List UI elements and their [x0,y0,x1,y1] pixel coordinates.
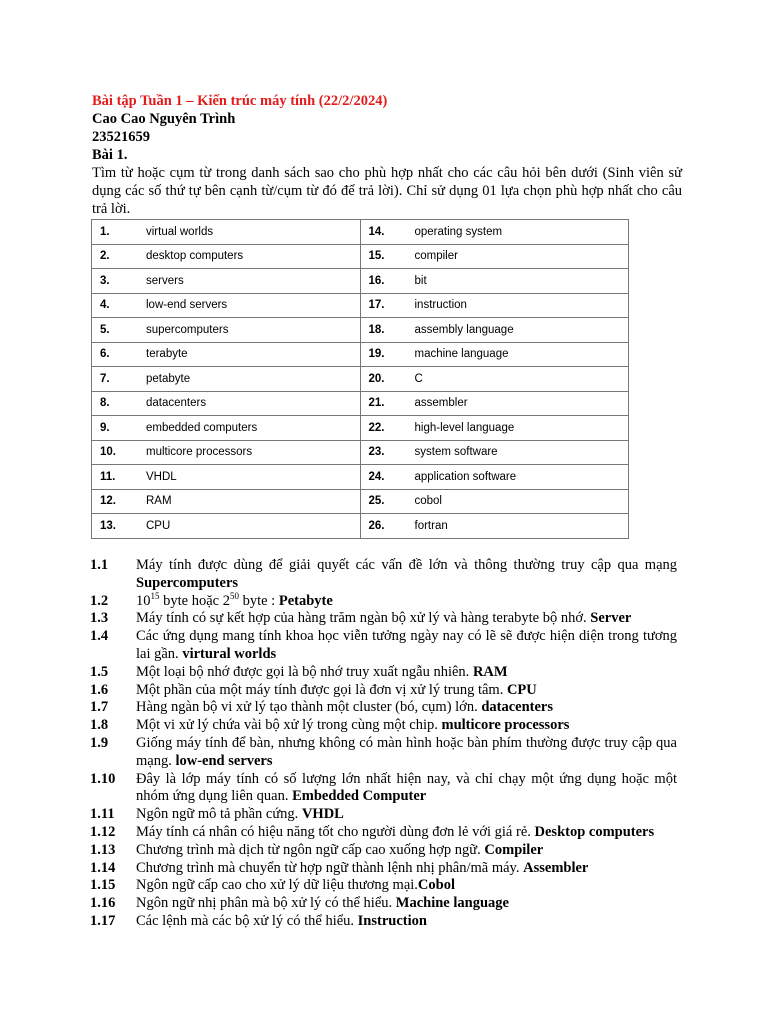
term-cell [360,269,629,294]
document-title: Bài tập Tuần 1 – Kiến trúc máy tính (22/2/2024) [92,93,388,109]
question-number: 1.13 [90,841,116,858]
term-label: VHDL [146,470,177,483]
term-cell [360,489,629,514]
question-text: Một vi xử lý chứa vài bộ xử lý trong cùng một chip. multicore processors [136,717,570,734]
term-label: compiler [414,250,458,263]
answer-text: Embedded Computer [292,788,427,805]
terms-table-row [92,244,629,269]
document-header [92,92,682,218]
term-cell [360,465,629,490]
question-text: Giống máy tính để bàn, nhưng không có màn hình hoặc bàn phím thường được truy cập qua mạng. low-end servers [136,734,677,769]
term-number: 21. [368,397,385,410]
term-number: 12. [100,495,116,508]
terms-table-row [92,489,629,514]
term-cell [92,244,361,269]
term-number: 24. [368,470,385,483]
term-number: 17. [368,299,385,312]
question-number: 1.2 [90,592,109,609]
term-number: 14. [368,225,385,238]
answer-text: VHDL [301,806,344,823]
answer-text: Server [590,610,632,627]
term-cell [360,367,629,392]
answer-text: Cobol [417,877,455,894]
question-number: 1.4 [90,628,109,645]
terms-table-row [92,318,629,343]
term-cell [92,367,361,392]
term-number: 4. [100,299,110,312]
term-label: instruction [414,299,467,312]
question-item [90,860,677,878]
terms-table-row [92,220,629,245]
term-cell [92,391,361,416]
term-cell [92,514,361,539]
question-number: 1.6 [90,681,109,698]
term-cell [92,440,361,465]
question-number: 1.8 [90,717,109,734]
term-number: 11. [100,470,116,483]
question-number: 1.9 [90,734,109,751]
question-text: Các ứng dụng mang tính khoa học viễn tưởng ngày nay có lẽ sẽ được hiện diện trong tương lai gần. virtural worlds [136,628,677,662]
term-cell [360,318,629,343]
answer-text: virtural worlds [182,645,277,662]
terms-table-row [92,465,629,490]
term-number: 22. [368,421,385,434]
answer-text: multicore processors [441,717,570,734]
term-label: cobol [414,495,442,508]
term-number: 9. [100,421,110,434]
term-label: assembly language [414,323,514,336]
term-number: 26. [368,519,385,532]
term-label: application software [414,470,517,483]
term-cell [92,465,361,490]
term-cell [92,489,361,514]
term-number: 5. [100,323,110,336]
answer-text: Desktop computers [534,823,655,840]
answer-text: CPU [506,681,537,698]
terms-table-row [92,293,629,318]
answer-text: low-end servers [175,752,273,769]
terms-table-row [92,440,629,465]
term-cell [360,416,629,441]
term-number: 6. [100,348,110,361]
question-text: Chương trình mà chuyển từ hợp ngữ thành lệnh nhị phân/mã máy. Assembler [136,859,589,876]
question-text: Ngôn ngữ nhị phân mà bộ xử lý có thể hiểu. Machine language [136,895,509,912]
term-label: operating system [414,225,503,238]
term-label: machine language [414,348,509,361]
term-label: petabyte [146,372,191,385]
question-number: 1.5 [90,663,109,680]
term-label: servers [146,274,184,287]
term-cell [360,244,629,269]
question-number: 1.3 [90,610,109,627]
term-cell [360,293,629,318]
term-label: virtual worlds [146,225,214,238]
term-cell [92,293,361,318]
answer-text: Supercomputers [136,574,239,591]
answer-text: Petabyte [278,592,333,609]
terms-table-row [92,416,629,441]
terms-table-row [92,367,629,392]
term-label: supercomputers [146,323,229,336]
question-number: 1.10 [90,770,116,787]
question-item [90,590,677,611]
question-text: Máy tính được dùng để giải quyết các vấn đề lớn và thông thường truy cập qua mạng Supercomputers [136,557,677,591]
answer-text: Compiler [484,841,544,858]
term-label: desktop computers [146,250,244,263]
answer-text: Machine language [395,895,509,912]
question-text: Một loại bộ nhớ được gọi là bộ nhớ truy xuất ngẫu nhiên. RAM [136,663,508,680]
term-number: 10. [100,446,116,459]
question-text: Chương trình mà dịch từ ngôn ngữ cấp cao xuống hợp ngữ. Compiler [136,841,544,858]
term-cell [360,514,629,539]
answer-text: RAM [472,663,508,680]
term-label: bit [414,274,427,287]
question-item [90,895,677,913]
question-number: 1.7 [90,699,109,716]
question-item [90,913,677,931]
question-text: Hàng ngàn bộ vi xử lý tạo thành một cluster (bó, cụm) lớn. datacenters [136,699,554,716]
term-label: RAM [146,495,172,508]
student-name: Cao Cao Nguyên Trình [92,111,236,127]
terms-table-row [92,269,629,294]
question-text: Máy tính cá nhân có hiệu năng tốt cho người dùng đơn lẻ với giá rẻ. Desktop computers [136,823,655,840]
question-text: Đây là lớp máy tính có số lượng lớn nhất hiện nay, và chỉ chạy một ứng dụng hoặc một nhóm ứng dụng liên quan. Embedded Computer [136,770,677,805]
question-text: Ngôn ngữ cấp cao cho xử lý dữ liệu thương mại.Cobol [136,877,455,894]
question-number: 1.11 [90,806,115,823]
exercise-label: Bài 1. [92,147,128,163]
terms-table [91,219,629,539]
term-number: 18. [368,323,385,336]
term-number: 15. [368,250,385,263]
term-cell [92,269,361,294]
question-text: Ngôn ngữ mô tả phần cứng. VHDL [136,806,344,823]
term-label: C [414,372,423,385]
term-label: system software [414,446,498,459]
answers-list [90,557,677,931]
term-number: 13. [100,519,116,532]
term-number: 2. [100,250,110,263]
term-cell [92,318,361,343]
question-item [90,806,677,824]
term-cell [360,220,629,245]
term-label: datacenters [146,397,207,410]
question-item [90,557,677,593]
question-item [90,628,677,664]
term-number: 16. [368,274,385,287]
question-item [90,664,677,682]
question-item [90,842,677,860]
term-label: terabyte [146,348,188,361]
question-text: Các lệnh mà các bộ xử lý có thể hiểu. Instruction [136,912,427,929]
question-item [90,682,677,700]
question-number: 1.17 [90,912,116,929]
question-item [90,610,677,628]
term-number: 19. [368,348,385,361]
term-label: CPU [146,519,171,532]
term-number: 3. [100,274,110,287]
question-item [90,877,677,895]
term-label: embedded computers [146,421,258,434]
terms-table-row [92,342,629,367]
term-cell [92,220,361,245]
question-number: 1.12 [90,823,116,840]
question-text: Một phần của một máy tính được gọi là đơn vị xử lý trung tâm. CPU [136,681,537,698]
term-number: 23. [368,446,385,459]
term-label: assembler [414,397,468,410]
term-label: low-end servers [146,299,228,312]
terms-table-row [92,514,629,539]
term-cell [360,391,629,416]
term-cell [360,440,629,465]
term-label: multicore processors [146,446,253,459]
instructions-text: Tìm từ hoặc cụm từ trong danh sách sao cho phù hợp nhất cho các câu hỏi bên dưới (Sinh viên sử dụng các số thứ tự bên cạnh từ/cụm từ đó để trả lời). Chỉ sử dụng 01 lựa chọn phù hợp nhất cho câu trả lời. [92,165,682,217]
term-number: 20. [368,372,385,385]
term-number: 7. [100,372,110,385]
question-text: Máy tính có sự kết hợp của hàng trăm ngàn bộ xử lý và hàng terabyte bộ nhớ. Server [136,610,632,627]
term-cell [360,342,629,367]
question-number: 1.14 [90,859,116,876]
term-number: 1. [100,225,110,238]
question-item [90,824,677,842]
question-number: 1.16 [90,895,116,912]
term-number: 25. [368,495,385,508]
answer-text: Assembler [523,859,589,876]
term-cell [92,342,361,367]
term-number: 8. [100,397,110,410]
question-item [90,771,677,807]
term-label: fortran [414,519,448,532]
term-label: high-level language [414,421,515,434]
answer-text: Instruction [357,912,427,929]
terms-table-row [92,391,629,416]
question-number: 1.15 [90,877,116,894]
question-number: 1.1 [90,557,109,573]
question-item [90,735,677,771]
student-id: 23521659 [92,129,150,145]
question-text: $10^{15}$ byte hoặc $2^{50}$ byte : Petabyte [136,590,333,609]
answer-text: datacenters [481,699,554,716]
question-item [90,699,677,717]
term-cell [92,416,361,441]
question-item [90,717,677,735]
